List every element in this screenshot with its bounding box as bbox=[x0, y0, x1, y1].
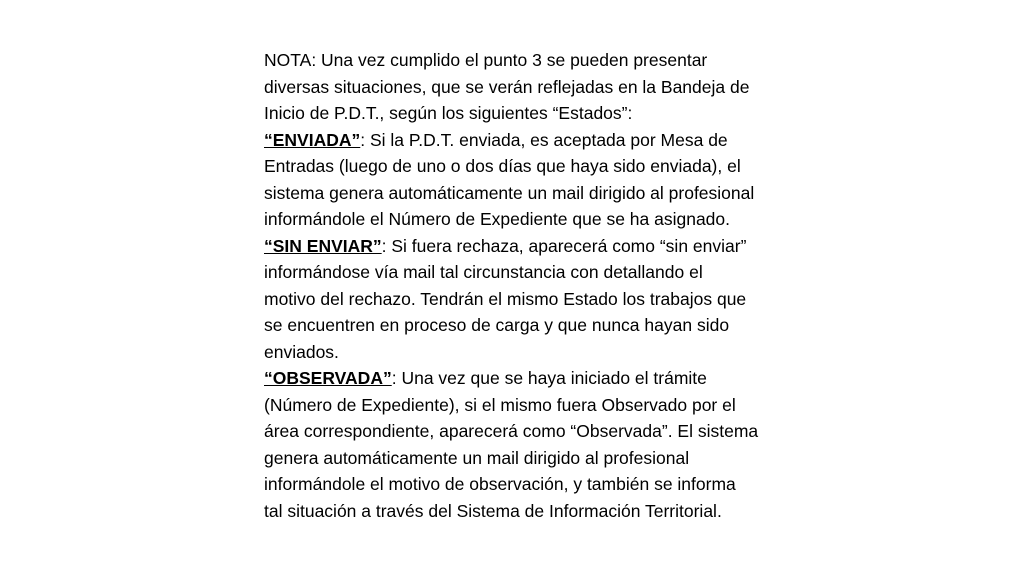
estado-enviada-heading-line bbox=[264, 127, 774, 154]
nota-text-block bbox=[264, 47, 774, 524]
estado-observada-line: genera automáticamente un mail dirigido al profesional bbox=[264, 447, 690, 468]
estado-sin-enviar-line: informándose vía mail tal circunstancia con detallando el bbox=[264, 262, 703, 282]
estado-sin-enviar-heading-line bbox=[264, 233, 774, 260]
estado-observada-line: tal situación a través del Sistema de Información Territorial. bbox=[264, 500, 722, 521]
estado-enviada-line: sistema genera automáticamente un mail dirigido al profesional bbox=[264, 182, 755, 203]
estado-sin-enviar-line: enviados. bbox=[264, 341, 339, 362]
estado-observada-heading-line bbox=[264, 365, 774, 392]
estado-observada-line: (Número de Expediente), si el mismo fuera Observado por el bbox=[264, 394, 736, 415]
estado-sin-enviar-label: “SIN ENVIAR” bbox=[264, 235, 382, 256]
estado-enviada-line: informándole el Número de Expediente que se ha asignado. bbox=[264, 209, 731, 229]
estado-sin-enviar-line: motivo del rechazo. Tendrán el mismo Estado los trabajos que bbox=[264, 288, 747, 309]
intro-line: diversas situaciones, que se verán reflejadas en la Bandeja de bbox=[264, 76, 750, 97]
intro-line: Inicio de P.D.T., según los siguientes “Estados”: bbox=[264, 103, 633, 123]
estado-enviada-line: Entradas (luego de uno o dos días que haya sido enviada), el bbox=[264, 156, 741, 176]
intro-line: NOTA: Una vez cumplido el punto 3 se pueden presentar bbox=[264, 50, 708, 70]
estado-sin-enviar-line: se encuentren en proceso de carga y que nunca hayan sido bbox=[264, 315, 730, 335]
estado-observada-first-line: : Una vez que se haya iniciado el trámite bbox=[391, 368, 707, 388]
estado-observada-label: “OBSERVADA” bbox=[264, 368, 392, 388]
estado-sin-enviar-first-line: : Si fuera rechaza, aparecerá como “sin enviar” bbox=[381, 235, 747, 256]
estado-enviada-label: “ENVIADA” bbox=[264, 129, 361, 150]
estado-enviada-first-line: : Si la P.D.T. enviada, es aceptada por Mesa de bbox=[360, 129, 728, 150]
estado-observada-line: área correspondiente, aparecerá como “Observada”. El sistema bbox=[264, 421, 759, 441]
estado-observada-line: informándole el motivo de observación, y también se informa bbox=[264, 474, 736, 494]
